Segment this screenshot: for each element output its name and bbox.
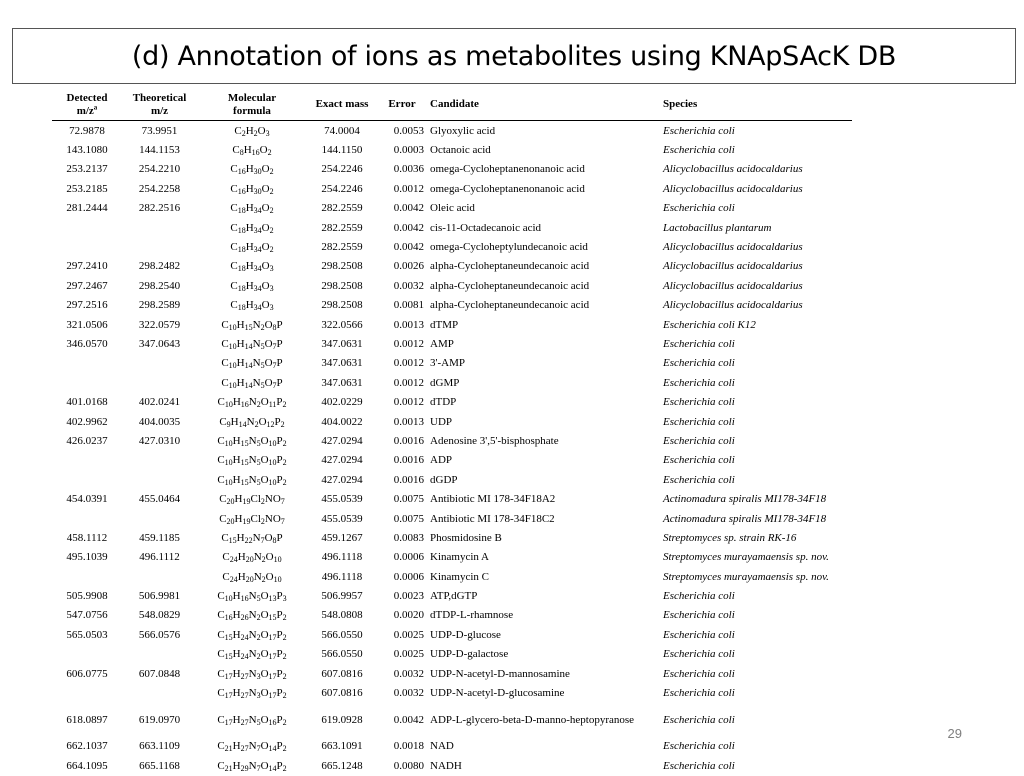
cell-error: 0.0053 bbox=[393, 124, 424, 137]
cell-theoretical-mz: 282.2516 bbox=[138, 202, 181, 215]
cell-detected-mz: 495.1039 bbox=[66, 551, 108, 564]
cell-molecular-formula: $C_{10}H_{14}N_5O_7P$ bbox=[221, 376, 283, 390]
cell-candidate: Oleic acid bbox=[430, 202, 475, 215]
cell-species: Escherichia coli bbox=[663, 396, 735, 409]
cell-species: Escherichia coli bbox=[663, 648, 735, 661]
cell-theoretical-mz: 619.0970 bbox=[138, 713, 181, 726]
cell-species: Escherichia coli bbox=[663, 590, 735, 603]
cell-error: 0.0026 bbox=[393, 260, 424, 273]
cell-species: Escherichia coli bbox=[663, 144, 735, 157]
cell-error: 0.0080 bbox=[393, 759, 424, 772]
cell-detected-mz bbox=[52, 509, 122, 528]
cell-detected-mz: 606.0775 bbox=[66, 667, 108, 680]
cell-detected-mz: 664.1095 bbox=[66, 759, 108, 772]
table-row bbox=[52, 296, 852, 315]
cell-exact-mass: 282.2559 bbox=[321, 202, 363, 215]
cell-exact-mass: 298.2508 bbox=[321, 279, 363, 292]
table-row bbox=[52, 548, 852, 567]
cell-candidate: NADH bbox=[430, 759, 462, 772]
cell-species: Lactobacillus plantarum bbox=[663, 221, 772, 234]
table-row bbox=[52, 237, 852, 256]
cell-theoretical-mz: 402.0241 bbox=[138, 396, 181, 409]
cell-molecular-formula: $C_2H_2O_3$ bbox=[234, 124, 270, 138]
cell-theoretical-mz: 566.0576 bbox=[138, 628, 181, 641]
cell-error: 0.0013 bbox=[393, 318, 424, 331]
table-row bbox=[52, 451, 852, 470]
cell-error: 0.0032 bbox=[393, 279, 424, 292]
cell-error: 0.0042 bbox=[393, 221, 424, 234]
cell-species: Escherichia coli bbox=[663, 628, 735, 641]
header-molecular-formula: Molecular formula bbox=[227, 91, 277, 117]
cell-candidate: omega-Cycloheptanenonanoic acid bbox=[430, 163, 585, 176]
cell-detected-mz: 505.9908 bbox=[66, 590, 108, 603]
cell-candidate: omega-Cycloheptanenonanoic acid bbox=[430, 182, 585, 195]
cell-molecular-formula: $C_{17}H_{27}N_3O_{17}P_2$ bbox=[217, 687, 287, 701]
cell-candidate: 3'-AMP bbox=[430, 357, 465, 370]
cell-species: Alicyclobacillus acidocaldarius bbox=[663, 260, 803, 273]
cell-error: 0.0013 bbox=[393, 415, 424, 428]
cell-error: 0.0016 bbox=[393, 434, 424, 447]
cell-molecular-formula: $C_{18}H_{34}O_2$ bbox=[230, 202, 274, 216]
cell-molecular-formula: $C_{15}H_{22}N_7O_8P$ bbox=[221, 531, 283, 545]
cell-detected-mz: 281.2444 bbox=[66, 202, 108, 215]
cell-theoretical-mz bbox=[122, 509, 197, 528]
cell-candidate: NAD bbox=[430, 740, 454, 753]
cell-theoretical-mz: 506.9981 bbox=[138, 590, 181, 603]
cell-molecular-formula: $C_{16}H_{26}N_2O_{15}P_2$ bbox=[217, 609, 287, 623]
cell-exact-mass: 282.2559 bbox=[321, 221, 363, 234]
cell-molecular-formula: $C_{16}H_{30}O_2$ bbox=[230, 163, 274, 177]
cell-detected-mz: 297.2410 bbox=[66, 260, 108, 273]
cell-species: Alicyclobacillus acidocaldarius bbox=[663, 279, 803, 292]
cell-candidate: Phosmidosine B bbox=[430, 531, 502, 544]
cell-candidate: Adenosine 3',5'-bisphosphate bbox=[430, 434, 559, 447]
cell-theoretical-mz bbox=[122, 470, 197, 489]
cell-species: Escherichia coli bbox=[663, 609, 735, 622]
table-row bbox=[52, 664, 852, 683]
cell-theoretical-mz: 298.2482 bbox=[138, 260, 181, 273]
cell-candidate: Antibiotic MI 178-34F18C2 bbox=[430, 512, 555, 525]
cell-detected-mz: 72.9878 bbox=[69, 124, 105, 137]
cell-error: 0.0025 bbox=[393, 648, 424, 661]
cell-exact-mass: 506.9957 bbox=[321, 590, 363, 603]
cell-molecular-formula: $C_{10}H_{14}N_5O_7P$ bbox=[221, 337, 283, 351]
cell-species: Escherichia coli bbox=[663, 124, 735, 137]
cell-theoretical-mz: 144.1153 bbox=[139, 144, 180, 157]
cell-error: 0.0032 bbox=[393, 667, 424, 680]
cell-molecular-formula: $C_8H_{16}O_2$ bbox=[232, 144, 272, 158]
table-row bbox=[52, 334, 852, 353]
cell-detected-mz: 321.0506 bbox=[66, 318, 108, 331]
cell-detected-mz: 662.1037 bbox=[66, 740, 108, 753]
table-row bbox=[52, 140, 852, 159]
cell-theoretical-mz bbox=[122, 451, 197, 470]
cell-molecular-formula: $C_{24}H_{20}N_2O_{10}$ bbox=[222, 570, 282, 584]
cell-theoretical-mz: 496.1112 bbox=[139, 551, 180, 564]
cell-candidate: omega-Cycloheptylundecanoic acid bbox=[430, 241, 588, 254]
cell-theoretical-mz: 663.1109 bbox=[139, 740, 180, 753]
cell-species: Escherichia coli bbox=[663, 202, 735, 215]
table-row bbox=[52, 373, 852, 392]
cell-theoretical-mz: 548.0829 bbox=[138, 609, 181, 622]
cell-error: 0.0016 bbox=[393, 473, 424, 486]
table-row bbox=[52, 179, 852, 198]
cell-molecular-formula: $C_{10}H_{16}N_5O_{13}P_3$ bbox=[217, 590, 287, 604]
table-row bbox=[52, 199, 852, 218]
cell-error: 0.0012 bbox=[393, 337, 424, 350]
table-row bbox=[52, 392, 852, 411]
header-candidate: Candidate bbox=[430, 98, 479, 110]
cell-species: Streptomyces murayamaensis sp. nov. bbox=[663, 570, 829, 583]
cell-exact-mass: 427.0294 bbox=[321, 454, 363, 467]
cell-species: Escherichia coli K12 bbox=[663, 318, 756, 331]
cell-detected-mz: 547.0756 bbox=[66, 609, 108, 622]
cell-exact-mass: 404.0022 bbox=[321, 415, 363, 428]
table-row bbox=[52, 509, 852, 528]
cell-species: Alicyclobacillus acidocaldarius bbox=[663, 182, 803, 195]
cell-error: 0.0018 bbox=[393, 740, 424, 753]
cell-error: 0.0006 bbox=[393, 551, 424, 564]
cell-molecular-formula: $C_{21}H_{29}N_7O_{14}P_2$ bbox=[217, 759, 287, 773]
cell-species: Escherichia coli bbox=[663, 687, 735, 700]
cell-theoretical-mz: 254.2210 bbox=[138, 163, 181, 176]
table-row bbox=[52, 160, 852, 179]
cell-candidate: alpha-Cycloheptaneundecanoic acid bbox=[430, 279, 590, 292]
cell-error: 0.0032 bbox=[393, 687, 424, 700]
cell-exact-mass: 427.0294 bbox=[321, 473, 363, 486]
header-error: Error bbox=[388, 98, 416, 110]
cell-exact-mass: 402.0229 bbox=[321, 396, 363, 409]
cell-species: Escherichia coli bbox=[663, 740, 735, 753]
cell-candidate: UDP-D-galactose bbox=[430, 648, 509, 661]
cell-exact-mass: 347.0631 bbox=[321, 337, 363, 350]
table-row bbox=[52, 218, 852, 237]
cell-candidate: dGDP bbox=[430, 473, 458, 486]
cell-exact-mass: 347.0631 bbox=[321, 357, 363, 370]
cell-molecular-formula: $C_{10}H_{14}N_5O_7P$ bbox=[221, 357, 283, 371]
cell-exact-mass: 322.0566 bbox=[321, 318, 363, 331]
cell-detected-mz: 454.0391 bbox=[66, 493, 108, 506]
cell-detected-mz bbox=[52, 567, 122, 586]
cell-candidate: UDP-N-acetyl-D-glucosamine bbox=[430, 687, 565, 700]
cell-detected-mz bbox=[52, 354, 122, 373]
cell-exact-mass: 607.0816 bbox=[321, 687, 363, 700]
cell-detected-mz: 402.9962 bbox=[66, 415, 108, 428]
cell-error: 0.0075 bbox=[393, 512, 424, 525]
cell-candidate: UDP bbox=[430, 415, 453, 428]
cell-theoretical-mz bbox=[122, 567, 197, 586]
cell-exact-mass: 298.2508 bbox=[321, 299, 363, 312]
table-row bbox=[52, 276, 852, 295]
cell-error: 0.0042 bbox=[393, 202, 424, 215]
table-row bbox=[52, 412, 852, 431]
cell-molecular-formula: $C_{18}H_{34}O_3$ bbox=[230, 260, 274, 274]
cell-molecular-formula: $C_{20}H_{19}Cl_2NO_7$ bbox=[219, 493, 285, 507]
cell-theoretical-mz bbox=[122, 373, 197, 392]
cell-species: Streptomyces murayamaensis sp. nov. bbox=[663, 551, 829, 564]
cell-candidate: UDP-D-glucose bbox=[430, 628, 501, 641]
cell-error: 0.0042 bbox=[393, 241, 424, 254]
cell-detected-mz: 426.0237 bbox=[66, 434, 108, 447]
cell-detected-mz bbox=[52, 645, 122, 664]
cell-exact-mass: 496.1118 bbox=[321, 551, 363, 564]
cell-molecular-formula: $C_{18}H_{34}O_2$ bbox=[230, 241, 274, 255]
page-number: 29 bbox=[947, 726, 962, 741]
cell-species: Escherichia coli bbox=[663, 713, 735, 726]
cell-error: 0.0012 bbox=[393, 376, 424, 389]
cell-theoretical-mz bbox=[122, 354, 197, 373]
cell-molecular-formula: $C_{17}H_{27}N_5O_{16}P_2$ bbox=[217, 713, 287, 727]
annotation-table bbox=[52, 89, 852, 776]
cell-error: 0.0012 bbox=[393, 182, 424, 195]
table-row bbox=[52, 703, 852, 737]
cell-exact-mass: 298.2508 bbox=[321, 260, 363, 273]
cell-species: Alicyclobacillus acidocaldarius bbox=[663, 241, 803, 254]
cell-candidate: Antibiotic MI 178-34F18A2 bbox=[430, 493, 556, 506]
cell-error: 0.0023 bbox=[393, 590, 424, 603]
cell-candidate: ADP bbox=[430, 454, 453, 467]
cell-molecular-formula: $C_{10}H_{15}N_5O_{10}P_2$ bbox=[217, 434, 287, 448]
cell-exact-mass: 455.0539 bbox=[321, 512, 363, 525]
cell-error: 0.0016 bbox=[393, 454, 424, 467]
cell-species: Escherichia coli bbox=[663, 337, 735, 350]
table-row bbox=[52, 625, 852, 644]
cell-exact-mass: 665.1248 bbox=[321, 759, 363, 772]
cell-detected-mz bbox=[52, 470, 122, 489]
slide-title-box bbox=[12, 28, 1016, 84]
cell-candidate: dTDP-L-rhamnose bbox=[430, 609, 514, 622]
table-row bbox=[52, 121, 852, 141]
cell-error: 0.0012 bbox=[393, 396, 424, 409]
cell-detected-mz: 458.1112 bbox=[66, 531, 108, 544]
cell-theoretical-mz: 322.0579 bbox=[138, 318, 181, 331]
cell-detected-mz: 297.2516 bbox=[66, 299, 108, 312]
cell-error: 0.0036 bbox=[393, 163, 424, 176]
table-row bbox=[52, 354, 852, 373]
cell-molecular-formula: $C_{10}H_{15}N_5O_{10}P_2$ bbox=[217, 473, 287, 487]
cell-detected-mz bbox=[52, 218, 122, 237]
cell-detected-mz bbox=[52, 451, 122, 470]
cell-theoretical-mz: 254.2258 bbox=[138, 182, 181, 195]
cell-detected-mz bbox=[52, 237, 122, 256]
cell-candidate: alpha-Cycloheptaneundecanoic acid bbox=[430, 299, 590, 312]
cell-theoretical-mz bbox=[122, 645, 197, 664]
cell-molecular-formula: $C_{18}H_{34}O_3$ bbox=[230, 279, 274, 293]
cell-theoretical-mz bbox=[122, 218, 197, 237]
cell-molecular-formula: $C_{10}H_{15}N_5O_{10}P_2$ bbox=[217, 454, 287, 468]
cell-exact-mass: 254.2246 bbox=[321, 182, 363, 195]
cell-detected-mz: 253.2185 bbox=[66, 182, 108, 195]
cell-error: 0.0006 bbox=[393, 570, 424, 583]
cell-error: 0.0042 bbox=[393, 713, 424, 726]
cell-detected-mz bbox=[52, 373, 122, 392]
cell-error: 0.0083 bbox=[393, 531, 424, 544]
cell-molecular-formula: $C_9H_{14}N_2O_{12}P_2$ bbox=[219, 415, 285, 429]
cell-candidate: ADP-L-glycero-beta-D-manno-heptopyranose bbox=[430, 713, 635, 726]
table-row bbox=[52, 586, 852, 605]
cell-theoretical-mz: 298.2589 bbox=[138, 299, 181, 312]
cell-theoretical-mz bbox=[122, 237, 197, 256]
slide-title: (d) Annotation of ions as metabolites using KNApSAcK DB bbox=[131, 40, 897, 72]
cell-species: Escherichia coli bbox=[663, 434, 735, 447]
cell-exact-mass: 282.2559 bbox=[321, 241, 363, 254]
cell-molecular-formula: $C_{18}H_{34}O_3$ bbox=[230, 299, 274, 313]
cell-molecular-formula: $C_{10}H_{15}N_2O_8P$ bbox=[221, 318, 283, 332]
cell-exact-mass: 663.1091 bbox=[321, 740, 363, 753]
cell-detected-mz: 565.0503 bbox=[66, 628, 108, 641]
cell-candidate: dTMP bbox=[430, 318, 459, 331]
cell-theoretical-mz: 404.0035 bbox=[138, 415, 181, 428]
cell-theoretical-mz: 459.1185 bbox=[139, 531, 180, 544]
cell-exact-mass: 455.0539 bbox=[321, 493, 363, 506]
cell-species: Escherichia coli bbox=[663, 357, 735, 370]
cell-exact-mass: 144.1150 bbox=[321, 144, 363, 157]
cell-detected-mz: 297.2467 bbox=[66, 279, 108, 292]
cell-species: Escherichia coli bbox=[663, 473, 735, 486]
cell-error: 0.0003 bbox=[393, 144, 424, 157]
table-body bbox=[52, 121, 852, 776]
header-species: Species bbox=[663, 98, 698, 110]
cell-error: 0.0020 bbox=[393, 609, 424, 622]
cell-error: 0.0075 bbox=[393, 493, 424, 506]
table-row bbox=[52, 257, 852, 276]
cell-species: Escherichia coli bbox=[663, 454, 735, 467]
cell-exact-mass: 607.0816 bbox=[321, 667, 363, 680]
cell-species: Streptomyces sp. strain RK-16 bbox=[663, 531, 797, 544]
cell-molecular-formula: $C_{24}H_{20}N_2O_{10}$ bbox=[222, 551, 282, 565]
cell-detected-mz: 253.2137 bbox=[66, 163, 108, 176]
header-theoretical-mz: Theoretical m/z bbox=[132, 91, 187, 117]
cell-species: Escherichia coli bbox=[663, 415, 735, 428]
cell-candidate: dTDP bbox=[430, 396, 457, 409]
cell-species: Escherichia coli bbox=[663, 376, 735, 389]
table-row bbox=[52, 489, 852, 508]
cell-species: Alicyclobacillus acidocaldarius bbox=[663, 299, 803, 312]
table-row bbox=[52, 567, 852, 586]
cell-candidate: ATP,dGTP bbox=[430, 590, 478, 603]
header-detected-mz: Detected $m/z^a$ bbox=[66, 91, 108, 117]
cell-exact-mass: 254.2246 bbox=[321, 163, 363, 176]
cell-species: Escherichia coli bbox=[663, 667, 735, 680]
cell-exact-mass: 619.0928 bbox=[321, 713, 363, 726]
cell-error: 0.0012 bbox=[393, 357, 424, 370]
cell-candidate: Octanoic acid bbox=[430, 144, 491, 157]
cell-theoretical-mz: 347.0643 bbox=[138, 337, 181, 350]
cell-error: 0.0025 bbox=[393, 628, 424, 641]
cell-species: Actinomadura spiralis MI178-34F18 bbox=[663, 512, 827, 525]
cell-detected-mz: 346.0570 bbox=[66, 337, 108, 350]
cell-exact-mass: 566.0550 bbox=[321, 628, 363, 641]
cell-theoretical-mz: 73.9951 bbox=[141, 124, 178, 137]
table-row bbox=[52, 470, 852, 489]
table-row bbox=[52, 606, 852, 625]
table-row bbox=[52, 683, 852, 702]
table-row bbox=[52, 431, 852, 450]
cell-species: Actinomadura spiralis MI178-34F18 bbox=[663, 493, 827, 506]
cell-candidate: cis-11-Octadecanoic acid bbox=[430, 221, 542, 234]
cell-candidate: dGMP bbox=[430, 376, 460, 389]
cell-error: 0.0081 bbox=[393, 299, 424, 312]
table-row bbox=[52, 737, 852, 756]
cell-exact-mass: 496.1118 bbox=[321, 570, 363, 583]
cell-theoretical-mz: 665.1168 bbox=[139, 759, 180, 772]
cell-theoretical-mz: 298.2540 bbox=[138, 279, 181, 292]
header-exact-mass: Exact mass bbox=[315, 98, 369, 110]
table-header-row bbox=[52, 89, 852, 121]
cell-molecular-formula: $C_{17}H_{27}N_3O_{17}P_2$ bbox=[217, 667, 287, 681]
table-row bbox=[52, 528, 852, 547]
cell-theoretical-mz: 607.0848 bbox=[138, 667, 181, 680]
cell-candidate: alpha-Cycloheptaneundecanoic acid bbox=[430, 260, 590, 273]
cell-exact-mass: 459.1267 bbox=[321, 531, 363, 544]
cell-candidate: UDP-N-acetyl-D-mannosamine bbox=[430, 667, 570, 680]
cell-molecular-formula: $C_{18}H_{34}O_2$ bbox=[230, 221, 274, 235]
cell-theoretical-mz: 427.0310 bbox=[138, 434, 181, 447]
cell-molecular-formula: $C_{15}H_{24}N_2O_{17}P_2$ bbox=[217, 628, 287, 642]
cell-molecular-formula: $C_{16}H_{30}O_2$ bbox=[230, 182, 274, 196]
cell-molecular-formula: $C_{15}H_{24}N_2O_{17}P_2$ bbox=[217, 648, 287, 662]
table-row bbox=[52, 645, 852, 664]
cell-molecular-formula: $C_{20}H_{19}Cl_2NO_7$ bbox=[219, 512, 285, 526]
table-row bbox=[52, 756, 852, 775]
cell-candidate: Kinamycin C bbox=[430, 570, 489, 583]
cell-molecular-formula: $C_{10}H_{16}N_2O_{11}P_2$ bbox=[217, 396, 287, 410]
cell-exact-mass: 74.0004 bbox=[324, 124, 360, 137]
cell-theoretical-mz bbox=[122, 683, 197, 702]
cell-detected-mz: 401.0168 bbox=[66, 396, 108, 409]
cell-exact-mass: 427.0294 bbox=[321, 434, 363, 447]
cell-detected-mz: 143.1080 bbox=[66, 144, 108, 157]
cell-exact-mass: 548.0808 bbox=[321, 609, 363, 622]
cell-theoretical-mz: 455.0464 bbox=[138, 493, 181, 506]
cell-detected-mz bbox=[52, 683, 122, 702]
cell-candidate: AMP bbox=[430, 337, 454, 350]
cell-candidate: Kinamycin A bbox=[430, 551, 489, 564]
table-row bbox=[52, 315, 852, 334]
cell-exact-mass: 347.0631 bbox=[321, 376, 363, 389]
cell-exact-mass: 566.0550 bbox=[321, 648, 363, 661]
cell-candidate: Glyoxylic acid bbox=[430, 124, 496, 137]
cell-species: Escherichia coli bbox=[663, 759, 735, 772]
cell-molecular-formula: $C_{21}H_{27}N_7O_{14}P_2$ bbox=[217, 740, 287, 754]
cell-species: Alicyclobacillus acidocaldarius bbox=[663, 163, 803, 176]
cell-detected-mz: 618.0897 bbox=[66, 713, 108, 726]
